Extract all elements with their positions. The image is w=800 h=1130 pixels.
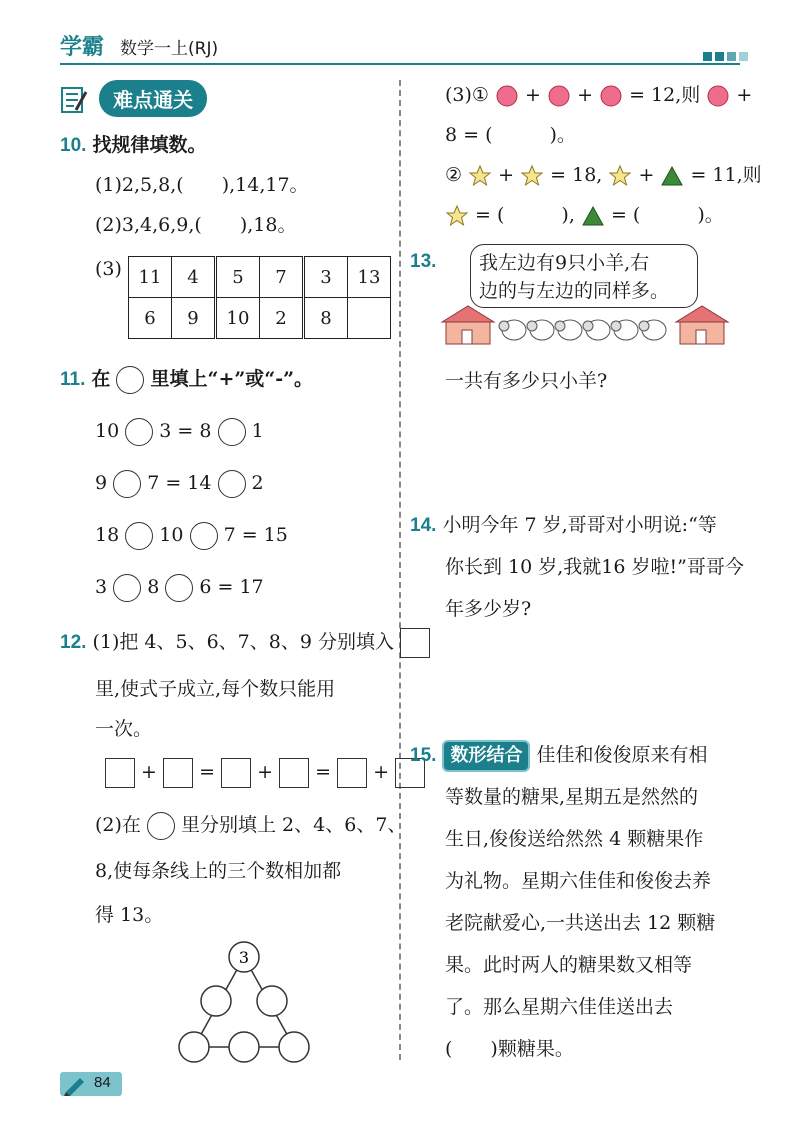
triangle-icon (660, 164, 684, 188)
q14-line3: 年多少岁? (445, 598, 532, 620)
q10-part3-label: (3) (95, 258, 122, 280)
page-number-badge (60, 1072, 122, 1096)
answer-box[interactable] (221, 758, 251, 788)
sheep-icon (611, 320, 638, 340)
answer-box (400, 628, 430, 658)
q10-part1: (1)2,5,8,( ),14,17。 (95, 174, 309, 196)
q12-line2: 里,使式子成立,每个数只能用 (95, 678, 336, 700)
q10-grid-2 (216, 256, 303, 339)
triangle-circle (279, 1032, 309, 1062)
grid-cell: 13 (348, 257, 391, 298)
answer-circle[interactable] (218, 470, 246, 498)
grid-cell: 5 (217, 257, 260, 298)
star-icon (520, 164, 544, 188)
triangle-top-value: 3 (238, 948, 250, 967)
q12-3-line4: = ( ), = ( )。 (445, 202, 724, 228)
q12-3-line1: (3)① + + = 12,则 + (445, 84, 753, 106)
triangle-diagram (170, 935, 320, 1065)
q15-line1: 15. 数形结合 佳佳和俊俊原来有相 (410, 740, 708, 772)
sheep-scene (440, 302, 740, 350)
q14-line1: 14. 小明今年 7 岁,哥哥对小明说:“等 (410, 514, 717, 536)
column-divider (399, 80, 401, 1060)
grid-cell: 10 (217, 298, 260, 339)
house-icon (676, 306, 728, 344)
triangle-circle (257, 986, 287, 1016)
section-title: 难点通关 (99, 80, 207, 117)
q10-heading: 10. 找规律填数。 (60, 134, 207, 156)
house-icon (442, 306, 494, 344)
q12-line3: 一次。 (95, 718, 153, 740)
q12-part2-line1: (2)在 里分别填上 2、4、6、7、 (95, 812, 406, 840)
sheep-icon (555, 320, 582, 340)
grid-cell: 2 (260, 298, 303, 339)
q11-row-3: 18 10 7 = 15 (95, 522, 288, 550)
q13-question: 一共有多少只小羊? (445, 370, 608, 392)
brand-logo: 学霸 (60, 35, 105, 60)
q10-grid-1 (128, 256, 215, 339)
grid-cell: 7 (260, 257, 303, 298)
q15-line5: 老院献爱心,一共送出去 12 颗糖 (445, 912, 716, 934)
q12-line1: 12. (1)把 4、5、6、7、8、9 分别填入 (60, 628, 430, 658)
grid-cell: 8 (305, 298, 348, 339)
grid-cell: 6 (129, 298, 172, 339)
q10-grid-3 (304, 256, 391, 339)
grid-cell: 11 (129, 257, 172, 298)
q11-heading: 11. 在 里填上“+”或“-”。 (60, 366, 313, 394)
bubble-line: 我左边有9只小羊,右 (479, 252, 650, 274)
section-header (60, 80, 207, 116)
sheep-icon (499, 320, 526, 340)
star-icon (445, 204, 469, 228)
sheep-icon (527, 320, 554, 340)
q15-line7: 了。那么星期六佳佳送出去 (445, 996, 674, 1018)
q15-line4: 为礼物。星期六佳佳和俊俊去养 (445, 870, 712, 892)
answer-circle[interactable] (190, 522, 218, 550)
q14-line2: 你长到 10 岁,我就16 岁啦!”哥哥今 (445, 556, 744, 578)
answer-circle[interactable] (125, 418, 153, 446)
q11-row-4: 3 8 6 = 17 (95, 574, 264, 602)
page-number: 84 (94, 1074, 111, 1091)
answer-circle[interactable] (125, 522, 153, 550)
triangle-circle (229, 1032, 259, 1062)
answer-circle[interactable] (165, 574, 193, 602)
grid-cell: 4 (172, 257, 215, 298)
q12-part2-line3: 得 13。 (95, 904, 164, 926)
grid-cell: 3 (305, 257, 348, 298)
grid-cell: 9 (172, 298, 215, 339)
pink-circle-icon (547, 84, 571, 108)
circle-icon (116, 366, 144, 394)
triangle-circle (179, 1032, 209, 1062)
notebook-pencil-icon (60, 84, 88, 114)
q12-part2-line2: 8,使每条线上的三个数相加都 (95, 860, 342, 882)
q15-line2: 等数量的糖果,星期五是然然的 (445, 786, 699, 808)
q12-3-line3: ② + = 18, + = 11,则 (445, 164, 762, 186)
q12-3-line2: 8 = ( )。 (445, 124, 576, 146)
q15-line8: ( )颗糖果。 (445, 1038, 574, 1060)
blank-cell[interactable] (348, 298, 391, 339)
q12-equation: + = + = + (105, 758, 425, 788)
q15-line6: 果。此时两人的糖果数又相等 (445, 954, 693, 976)
q11-row-1: 10 3 = 8 1 (95, 418, 264, 446)
sheep-icon (583, 320, 610, 340)
answer-box[interactable] (279, 758, 309, 788)
triangle-icon (581, 204, 605, 228)
answer-box[interactable] (105, 758, 135, 788)
pink-circle-icon (706, 84, 730, 108)
header-rule (60, 63, 740, 65)
answer-circle[interactable] (113, 470, 141, 498)
bubble-line: 边的与左边的同样多。 (479, 280, 670, 302)
pink-circle-icon (599, 84, 623, 108)
q15-line3: 生日,俊俊送给然然 4 颗糖果作 (445, 828, 704, 850)
pencil-icon (62, 1072, 88, 1096)
q10-part2: (2)3,4,6,9,( ),18。 (95, 214, 297, 236)
answer-circle[interactable] (113, 574, 141, 602)
speech-bubble (470, 244, 698, 308)
pink-circle-icon (495, 84, 519, 108)
triangle-circle (201, 986, 231, 1016)
topic-tag: 数形结合 (442, 740, 530, 772)
star-icon (468, 164, 492, 188)
answer-box[interactable] (163, 758, 193, 788)
circle-icon (147, 812, 175, 840)
q13-number: 13. (410, 251, 437, 272)
answer-box[interactable] (337, 758, 367, 788)
sheep-icon (639, 320, 666, 340)
answer-circle[interactable] (218, 418, 246, 446)
q11-row-2: 9 7 = 14 2 (95, 470, 264, 498)
star-icon (608, 164, 632, 188)
book-subtitle: 数学一上(RJ) (120, 39, 219, 59)
